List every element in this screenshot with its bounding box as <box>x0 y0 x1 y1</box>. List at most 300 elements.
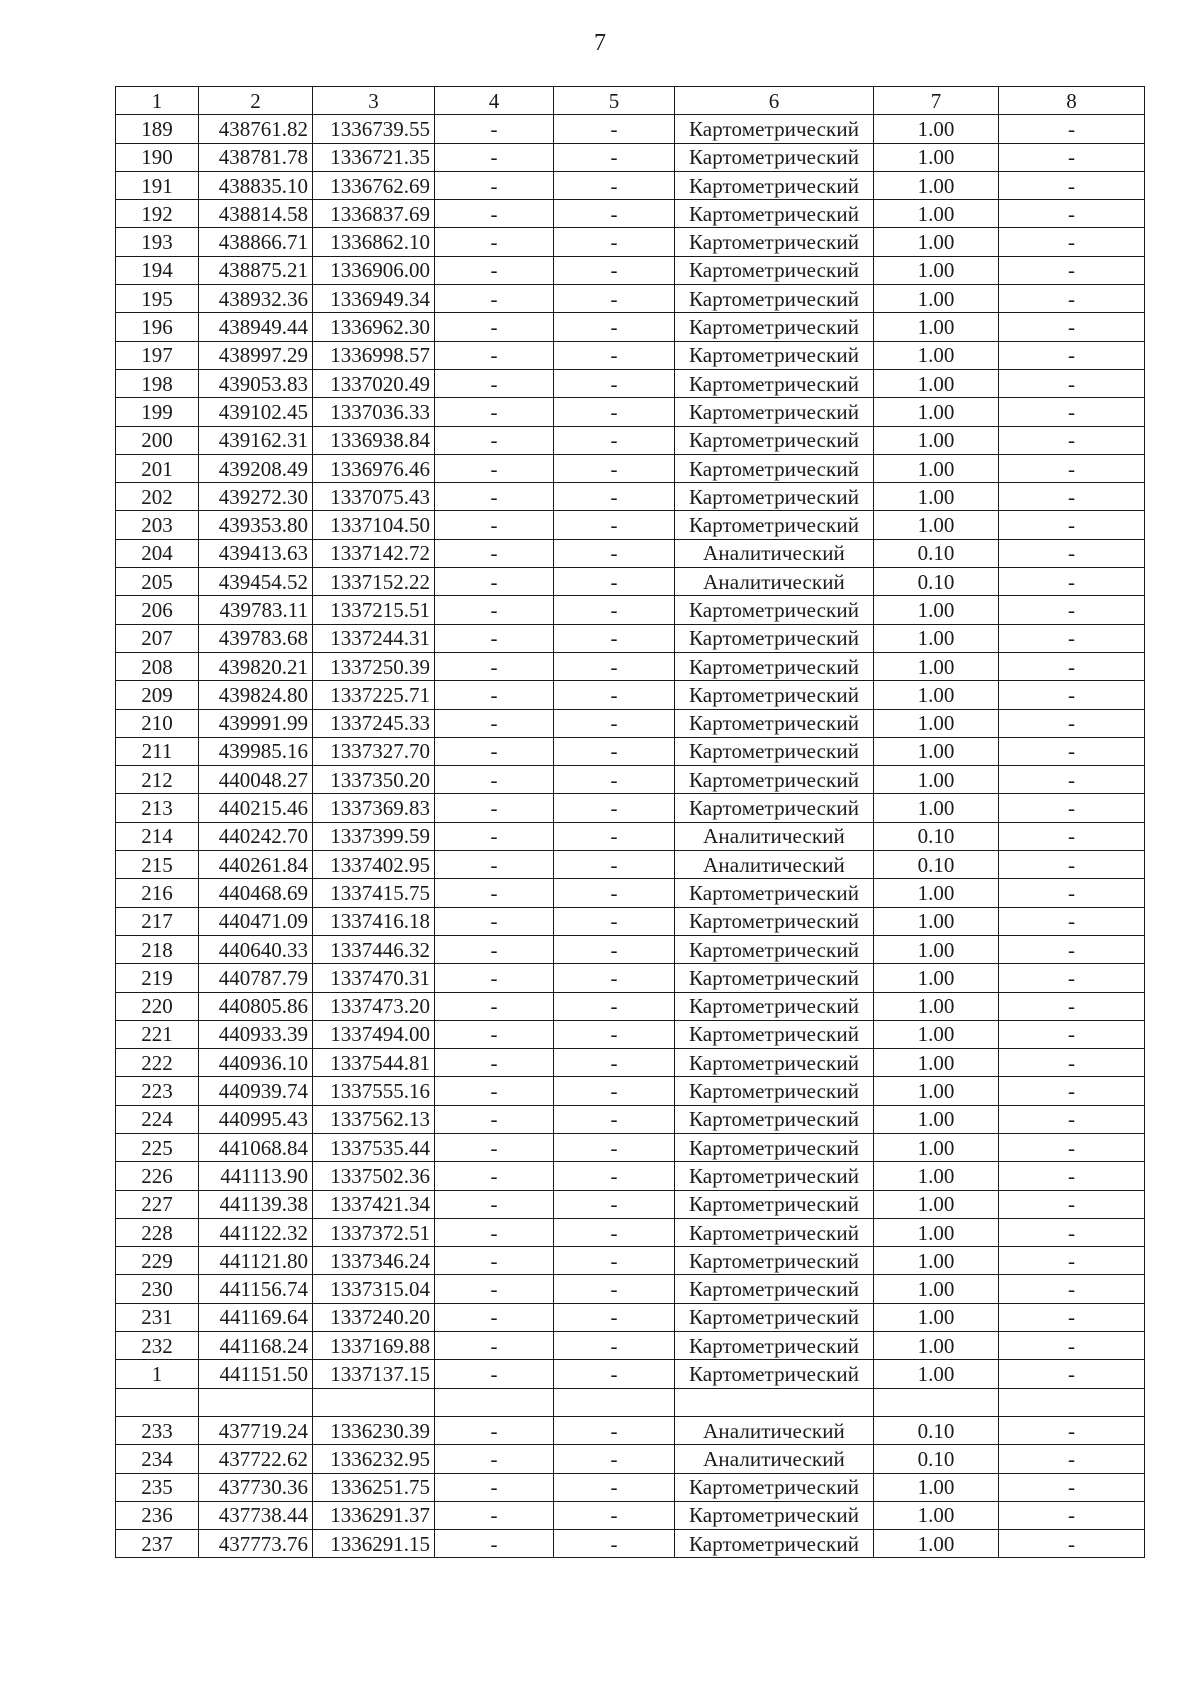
col-5-value: - <box>554 256 675 284</box>
col-8-value: - <box>999 313 1145 341</box>
point-number: 216 <box>116 879 199 907</box>
col-5-value: - <box>554 1416 675 1444</box>
accuracy: 1.00 <box>874 766 999 794</box>
x-coordinate: 441156.74 <box>199 1275 313 1303</box>
y-coordinate: 1337142.72 <box>313 539 435 567</box>
accuracy: 1.00 <box>874 681 999 709</box>
col-8-value: - <box>999 1332 1145 1360</box>
table-header-row <box>116 87 1145 115</box>
accuracy: 1.00 <box>874 596 999 624</box>
y-coordinate: 1337544.81 <box>313 1049 435 1077</box>
x-coordinate: 439454.52 <box>199 568 313 596</box>
col-8-value: - <box>999 1049 1145 1077</box>
method: Картометрический <box>675 709 874 737</box>
col-4-value: - <box>435 766 554 794</box>
point-number: 209 <box>116 681 199 709</box>
col-4-value: - <box>435 398 554 426</box>
method: Аналитический <box>675 851 874 879</box>
accuracy: 1.00 <box>874 1162 999 1190</box>
col-5-value: - <box>554 794 675 822</box>
y-coordinate: 1337494.00 <box>313 1020 435 1048</box>
table-row <box>116 879 1145 907</box>
column-header: 7 <box>874 87 999 115</box>
col-5-value: - <box>554 341 675 369</box>
point-number: 195 <box>116 285 199 313</box>
method: Аналитический <box>675 822 874 850</box>
table-row <box>116 228 1145 256</box>
col-5-value: - <box>554 1162 675 1190</box>
method: Картометрический <box>675 596 874 624</box>
point-number: 234 <box>116 1445 199 1473</box>
table-row <box>116 992 1145 1020</box>
x-coordinate: 441121.80 <box>199 1247 313 1275</box>
col-8-value: - <box>999 1416 1145 1444</box>
col-5-value: - <box>554 398 675 426</box>
page-number: 7 <box>594 30 606 56</box>
accuracy: 0.10 <box>874 1416 999 1444</box>
y-coordinate: 1337402.95 <box>313 851 435 879</box>
col-5-value: - <box>554 681 675 709</box>
x-coordinate: 441122.32 <box>199 1218 313 1246</box>
x-coordinate: 439991.99 <box>199 709 313 737</box>
table-row <box>116 256 1145 284</box>
point-number: 1 <box>116 1360 199 1388</box>
method: Картометрический <box>675 115 874 143</box>
method: Картометрический <box>675 652 874 680</box>
col-8-value: - <box>999 596 1145 624</box>
point-number: 213 <box>116 794 199 822</box>
x-coordinate: 438814.58 <box>199 200 313 228</box>
accuracy: 1.00 <box>874 1105 999 1133</box>
col-8-value: - <box>999 483 1145 511</box>
method: Картометрический <box>675 681 874 709</box>
col-4-value: - <box>435 879 554 907</box>
point-number: 222 <box>116 1049 199 1077</box>
point-number: 194 <box>116 256 199 284</box>
x-coordinate: 439353.80 <box>199 511 313 539</box>
x-coordinate: 439162.31 <box>199 426 313 454</box>
col-4-value: - <box>435 171 554 199</box>
x-coordinate: 440933.39 <box>199 1020 313 1048</box>
col-4-value: - <box>435 681 554 709</box>
x-coordinate: 439102.45 <box>199 398 313 426</box>
x-coordinate: 440471.09 <box>199 907 313 935</box>
accuracy: 1.00 <box>874 228 999 256</box>
col-4-value: - <box>435 652 554 680</box>
method: Картометрический <box>675 1218 874 1246</box>
y-coordinate: 1336762.69 <box>313 171 435 199</box>
y-coordinate: 1336976.46 <box>313 454 435 482</box>
col-8-value: - <box>999 1020 1145 1048</box>
method: Картометрический <box>675 766 874 794</box>
y-coordinate: 1337240.20 <box>313 1303 435 1331</box>
point-number: 235 <box>116 1473 199 1501</box>
accuracy: 1.00 <box>874 511 999 539</box>
accuracy: 1.00 <box>874 256 999 284</box>
accuracy: 1.00 <box>874 879 999 907</box>
y-coordinate: 1337555.16 <box>313 1077 435 1105</box>
y-coordinate: 1336938.84 <box>313 426 435 454</box>
method: Картометрический <box>675 1332 874 1360</box>
y-coordinate: 1337036.33 <box>313 398 435 426</box>
y-coordinate: 1337446.32 <box>313 935 435 963</box>
y-coordinate: 1336862.10 <box>313 228 435 256</box>
x-coordinate: 439824.80 <box>199 681 313 709</box>
col-4-value: - <box>435 228 554 256</box>
table-row <box>116 1445 1145 1473</box>
accuracy: 1.00 <box>874 1190 999 1218</box>
y-coordinate: 1336906.00 <box>313 256 435 284</box>
point-number: 197 <box>116 341 199 369</box>
y-coordinate: 1337415.75 <box>313 879 435 907</box>
accuracy: 1.00 <box>874 709 999 737</box>
col-8-value: - <box>999 709 1145 737</box>
col-5-value <box>554 1388 675 1416</box>
method: Картометрический <box>675 285 874 313</box>
y-coordinate: 1336251.75 <box>313 1473 435 1501</box>
col-8-value: - <box>999 1105 1145 1133</box>
col-4-value: - <box>435 341 554 369</box>
point-number: 220 <box>116 992 199 1020</box>
col-4-value: - <box>435 851 554 879</box>
x-coordinate: 437719.24 <box>199 1416 313 1444</box>
col-5-value: - <box>554 1360 675 1388</box>
method: Картометрический <box>675 907 874 935</box>
col-5-value: - <box>554 879 675 907</box>
x-coordinate: 441068.84 <box>199 1133 313 1161</box>
table-row <box>116 1360 1145 1388</box>
col-4-value: - <box>435 624 554 652</box>
point-number: 231 <box>116 1303 199 1331</box>
method: Картометрический <box>675 200 874 228</box>
col-5-value: - <box>554 1133 675 1161</box>
accuracy: 1.00 <box>874 143 999 171</box>
col-8-value: - <box>999 200 1145 228</box>
table-row <box>116 709 1145 737</box>
col-8-value: - <box>999 1077 1145 1105</box>
table-row <box>116 341 1145 369</box>
point-number: 202 <box>116 483 199 511</box>
x-coordinate: 438875.21 <box>199 256 313 284</box>
method: Картометрический <box>675 398 874 426</box>
col-4-value <box>435 1388 554 1416</box>
table-row <box>116 1473 1145 1501</box>
table-row <box>116 1190 1145 1218</box>
accuracy: 1.00 <box>874 992 999 1020</box>
accuracy: 1.00 <box>874 1473 999 1501</box>
col-4-value: - <box>435 1416 554 1444</box>
col-4-value: - <box>435 1303 554 1331</box>
col-4-value: - <box>435 935 554 963</box>
table-row <box>116 369 1145 397</box>
y-coordinate <box>313 1388 435 1416</box>
accuracy <box>874 1388 999 1416</box>
point-number: 203 <box>116 511 199 539</box>
y-coordinate: 1337562.13 <box>313 1105 435 1133</box>
point-number: 229 <box>116 1247 199 1275</box>
y-coordinate: 1336721.35 <box>313 143 435 171</box>
col-8-value: - <box>999 1133 1145 1161</box>
col-5-value: - <box>554 115 675 143</box>
point-number: 215 <box>116 851 199 879</box>
table-row <box>116 1077 1145 1105</box>
table-row <box>116 851 1145 879</box>
x-coordinate: 440242.70 <box>199 822 313 850</box>
method: Картометрический <box>675 369 874 397</box>
col-8-value: - <box>999 1247 1145 1275</box>
col-4-value: - <box>435 596 554 624</box>
point-number: 204 <box>116 539 199 567</box>
point-number: 191 <box>116 171 199 199</box>
table-row <box>116 171 1145 199</box>
col-5-value: - <box>554 1530 675 1558</box>
col-4-value: - <box>435 1360 554 1388</box>
x-coordinate: 440640.33 <box>199 935 313 963</box>
x-coordinate: 441169.64 <box>199 1303 313 1331</box>
method: Картометрический <box>675 1049 874 1077</box>
col-5-value: - <box>554 171 675 199</box>
x-coordinate: 440995.43 <box>199 1105 313 1133</box>
y-coordinate: 1337372.51 <box>313 1218 435 1246</box>
accuracy: 1.00 <box>874 794 999 822</box>
table-row <box>116 935 1145 963</box>
col-5-value: - <box>554 369 675 397</box>
y-coordinate: 1336291.37 <box>313 1501 435 1529</box>
col-5-value: - <box>554 539 675 567</box>
col-8-value: - <box>999 171 1145 199</box>
x-coordinate: 440936.10 <box>199 1049 313 1077</box>
col-8-value: - <box>999 1530 1145 1558</box>
table-row <box>116 426 1145 454</box>
method: Картометрический <box>675 1190 874 1218</box>
coordinates-table <box>115 86 1145 1558</box>
col-4-value: - <box>435 1275 554 1303</box>
y-coordinate: 1337350.20 <box>313 766 435 794</box>
point-number: 218 <box>116 935 199 963</box>
point-number: 206 <box>116 596 199 624</box>
col-5-value: - <box>554 200 675 228</box>
method: Картометрический <box>675 1473 874 1501</box>
table-row <box>116 624 1145 652</box>
col-4-value: - <box>435 794 554 822</box>
method: Картометрический <box>675 1303 874 1331</box>
col-4-value: - <box>435 426 554 454</box>
col-4-value: - <box>435 1218 554 1246</box>
accuracy: 0.10 <box>874 822 999 850</box>
accuracy: 1.00 <box>874 426 999 454</box>
table-row <box>116 483 1145 511</box>
accuracy: 1.00 <box>874 483 999 511</box>
x-coordinate: 440805.86 <box>199 992 313 1020</box>
method: Картометрический <box>675 624 874 652</box>
col-8-value: - <box>999 1473 1145 1501</box>
col-8-value: - <box>999 1303 1145 1331</box>
method: Картометрический <box>675 935 874 963</box>
method: Картометрический <box>675 228 874 256</box>
table-row <box>116 822 1145 850</box>
accuracy: 1.00 <box>874 200 999 228</box>
y-coordinate: 1337075.43 <box>313 483 435 511</box>
col-4-value: - <box>435 511 554 539</box>
accuracy: 1.00 <box>874 737 999 765</box>
x-coordinate: 438866.71 <box>199 228 313 256</box>
col-8-value <box>999 1388 1145 1416</box>
table-row <box>116 313 1145 341</box>
col-8-value: - <box>999 822 1145 850</box>
table-row <box>116 511 1145 539</box>
col-8-value: - <box>999 907 1145 935</box>
col-4-value: - <box>435 285 554 313</box>
col-4-value: - <box>435 964 554 992</box>
col-4-value: - <box>435 709 554 737</box>
table-row <box>116 1416 1145 1444</box>
point-number: 211 <box>116 737 199 765</box>
col-8-value: - <box>999 341 1145 369</box>
table-row <box>116 1275 1145 1303</box>
table-row <box>116 1162 1145 1190</box>
method: Картометрический <box>675 1275 874 1303</box>
col-5-value: - <box>554 822 675 850</box>
y-coordinate: 1337169.88 <box>313 1332 435 1360</box>
x-coordinate: 441151.50 <box>199 1360 313 1388</box>
x-coordinate: 437738.44 <box>199 1501 313 1529</box>
x-coordinate: 438997.29 <box>199 341 313 369</box>
y-coordinate: 1337245.33 <box>313 709 435 737</box>
method: Картометрический <box>675 143 874 171</box>
y-coordinate: 1336962.30 <box>313 313 435 341</box>
accuracy: 1.00 <box>874 907 999 935</box>
point-number: 208 <box>116 652 199 680</box>
accuracy: 1.00 <box>874 398 999 426</box>
accuracy: 1.00 <box>874 1303 999 1331</box>
y-coordinate: 1337315.04 <box>313 1275 435 1303</box>
col-8-value: - <box>999 851 1145 879</box>
x-coordinate: 438932.36 <box>199 285 313 313</box>
table-row <box>116 907 1145 935</box>
x-coordinate: 441113.90 <box>199 1162 313 1190</box>
col-4-value: - <box>435 1077 554 1105</box>
table-row <box>116 285 1145 313</box>
y-coordinate: 1337152.22 <box>313 568 435 596</box>
col-4-value: - <box>435 1133 554 1161</box>
point-number: 214 <box>116 822 199 850</box>
table-row <box>116 143 1145 171</box>
method: Картометрический <box>675 1530 874 1558</box>
col-4-value: - <box>435 1473 554 1501</box>
point-number: 201 <box>116 454 199 482</box>
y-coordinate: 1336230.39 <box>313 1416 435 1444</box>
col-8-value: - <box>999 115 1145 143</box>
y-coordinate: 1337104.50 <box>313 511 435 539</box>
method: Картометрический <box>675 1133 874 1161</box>
col-5-value: - <box>554 285 675 313</box>
method: Аналитический <box>675 1416 874 1444</box>
accuracy: 1.00 <box>874 313 999 341</box>
table-row <box>116 1218 1145 1246</box>
col-4-value: - <box>435 737 554 765</box>
col-4-value: - <box>435 822 554 850</box>
point-number: 230 <box>116 1275 199 1303</box>
col-5-value: - <box>554 426 675 454</box>
col-4-value: - <box>435 1501 554 1529</box>
col-5-value: - <box>554 596 675 624</box>
col-8-value: - <box>999 369 1145 397</box>
col-4-value: - <box>435 200 554 228</box>
point-number: 212 <box>116 766 199 794</box>
x-coordinate: 438835.10 <box>199 171 313 199</box>
col-8-value: - <box>999 1190 1145 1218</box>
col-5-value: - <box>554 624 675 652</box>
y-coordinate: 1337327.70 <box>313 737 435 765</box>
col-8-value: - <box>999 766 1145 794</box>
point-number: 207 <box>116 624 199 652</box>
col-5-value: - <box>554 1077 675 1105</box>
point-number: 200 <box>116 426 199 454</box>
x-coordinate <box>199 1388 313 1416</box>
method: Картометрический <box>675 313 874 341</box>
col-8-value: - <box>999 1360 1145 1388</box>
point-number: 189 <box>116 115 199 143</box>
table-row <box>116 737 1145 765</box>
point-number: 237 <box>116 1530 199 1558</box>
col-5-value: - <box>554 709 675 737</box>
col-5-value: - <box>554 992 675 1020</box>
col-8-value: - <box>999 681 1145 709</box>
table-row <box>116 1247 1145 1275</box>
point-number: 205 <box>116 568 199 596</box>
col-5-value: - <box>554 652 675 680</box>
accuracy: 1.00 <box>874 369 999 397</box>
col-5-value: - <box>554 1303 675 1331</box>
table-row <box>116 398 1145 426</box>
col-8-value: - <box>999 426 1145 454</box>
x-coordinate: 440215.46 <box>199 794 313 822</box>
column-header: 6 <box>675 87 874 115</box>
x-coordinate: 440261.84 <box>199 851 313 879</box>
col-5-value: - <box>554 1275 675 1303</box>
col-8-value: - <box>999 1218 1145 1246</box>
col-4-value: - <box>435 907 554 935</box>
y-coordinate: 1337244.31 <box>313 624 435 652</box>
method: Картометрический <box>675 171 874 199</box>
point-number <box>116 1388 199 1416</box>
col-4-value: - <box>435 992 554 1020</box>
col-5-value: - <box>554 1445 675 1473</box>
x-coordinate: 438781.78 <box>199 143 313 171</box>
point-number: 210 <box>116 709 199 737</box>
y-coordinate: 1336232.95 <box>313 1445 435 1473</box>
x-coordinate: 439985.16 <box>199 737 313 765</box>
y-coordinate: 1337416.18 <box>313 907 435 935</box>
col-4-value: - <box>435 1190 554 1218</box>
col-5-value: - <box>554 964 675 992</box>
col-5-value: - <box>554 1190 675 1218</box>
method: Аналитический <box>675 568 874 596</box>
y-coordinate: 1336739.55 <box>313 115 435 143</box>
accuracy: 1.00 <box>874 1218 999 1246</box>
y-coordinate: 1336837.69 <box>313 200 435 228</box>
point-number: 196 <box>116 313 199 341</box>
table-row <box>116 1332 1145 1360</box>
accuracy: 1.00 <box>874 1077 999 1105</box>
col-5-value: - <box>554 1020 675 1048</box>
table-row <box>116 1501 1145 1529</box>
point-number: 198 <box>116 369 199 397</box>
y-coordinate: 1337399.59 <box>313 822 435 850</box>
point-number: 236 <box>116 1501 199 1529</box>
table-row <box>116 200 1145 228</box>
method: Картометрический <box>675 1105 874 1133</box>
